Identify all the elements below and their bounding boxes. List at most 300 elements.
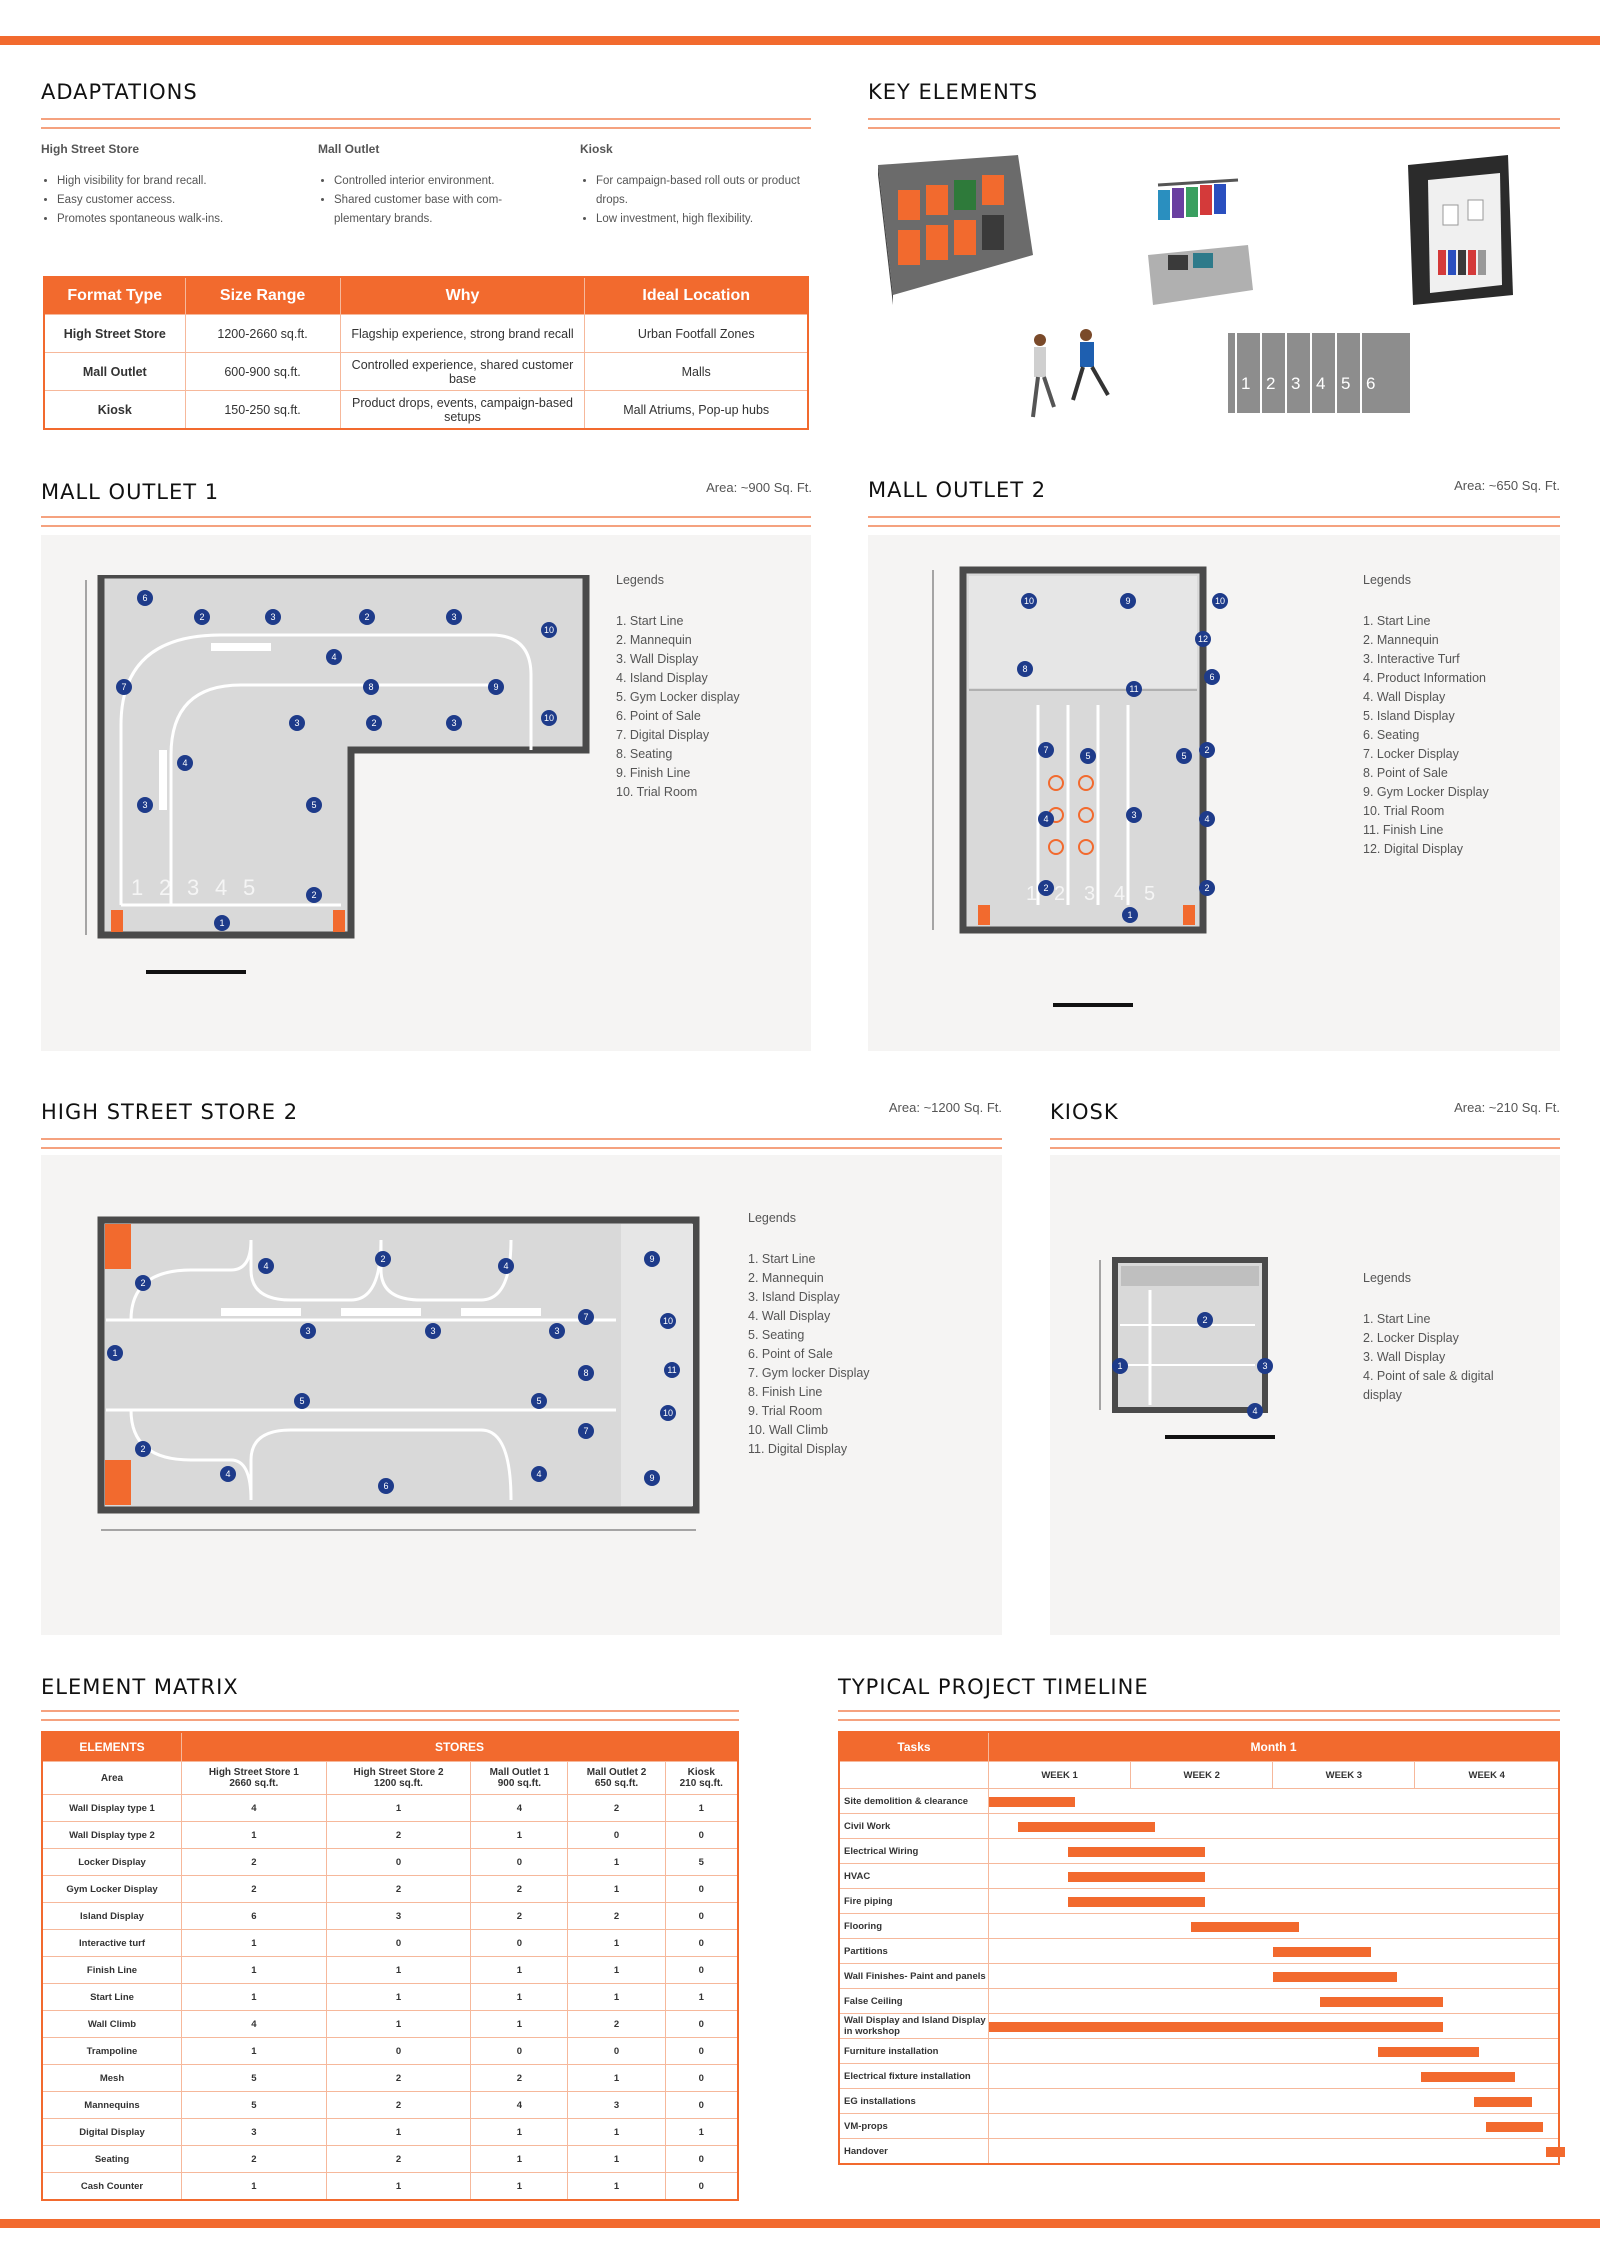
high-street-2-floorplan	[61, 1210, 741, 1540]
timeline-task-name: Wall Finishes- Paint and panels	[839, 1964, 989, 1989]
mall-outlet-2-floorplan	[928, 565, 1228, 1025]
svg-text:5: 5	[243, 875, 256, 900]
bottom-accent-bar	[0, 2219, 1600, 2228]
timeline-task-row	[839, 1914, 1559, 1939]
timeline-task-row	[839, 1989, 1559, 2014]
plan-marker: 4	[1038, 811, 1054, 827]
plan-marker: 5	[531, 1393, 547, 1409]
element-matrix-table	[41, 1731, 739, 2201]
timeline-task-row	[839, 2064, 1559, 2089]
format-table-cell: Kiosk	[44, 391, 185, 430]
timeline-bar	[1486, 2122, 1544, 2132]
matrix-row	[42, 2146, 738, 2173]
legend-item: 9. Gym Locker Display	[1363, 785, 1489, 799]
matrix-count: 2	[471, 1876, 568, 1903]
matrix-count: 1	[568, 2119, 665, 2146]
key-elements-rule	[868, 118, 1560, 129]
mall-outlet-1-panel	[41, 535, 811, 1051]
adaptation-item: • Easy customer access.	[57, 191, 281, 210]
legend-item: 10. Trial Room	[616, 785, 698, 799]
legend-item: 3. Interactive Turf	[1363, 652, 1460, 666]
matrix-count: 1	[665, 1984, 738, 2011]
matrix-count: 1	[568, 2065, 665, 2092]
timeline-task-row	[839, 1864, 1559, 1889]
legend-item: 1. Start Line	[616, 614, 684, 628]
matrix-element-name: Trampoline	[42, 2038, 182, 2065]
plan-marker: 1	[1122, 907, 1138, 923]
plan-marker: 2	[359, 609, 375, 625]
plan-marker: 2	[1199, 742, 1215, 758]
matrix-count: 1	[182, 1984, 327, 2011]
timeline-task-name: HVAC	[839, 1864, 989, 1889]
svg-text:1: 1	[131, 875, 144, 900]
plan-marker: 4	[531, 1466, 547, 1482]
matrix-count: 0	[665, 2173, 738, 2201]
timeline-week-header: WEEK 1	[989, 1762, 1131, 1789]
top-accent-bar	[0, 36, 1600, 45]
matrix-area-label: Area	[42, 1762, 182, 1795]
legend-item: 4. Wall Display	[1363, 690, 1446, 704]
matrix-row	[42, 1795, 738, 1822]
timeline-task-name: Electrical fixture installation	[839, 2064, 989, 2089]
plan-marker: 1	[1112, 1358, 1128, 1374]
high-street-2-rule	[41, 1138, 1002, 1149]
timeline-task-row	[839, 1964, 1559, 1989]
track-lane-number: 5	[1341, 374, 1351, 393]
legend-item: 6. Point of Sale	[616, 709, 701, 723]
timeline-task-row	[839, 1889, 1559, 1914]
kiosk-booth-illustration	[1408, 155, 1513, 305]
adaptation-heading: Kiosk	[580, 142, 613, 156]
plan-marker: 3	[265, 609, 281, 625]
plan-marker: 9	[488, 679, 504, 695]
legend-item: 8. Point of Sale	[1363, 766, 1448, 780]
timeline-gantt-cell	[989, 1914, 1560, 1939]
plan-marker: 7	[1038, 742, 1054, 758]
matrix-row	[42, 2092, 738, 2119]
plan-marker: 10	[660, 1313, 676, 1329]
matrix-row	[42, 1957, 738, 1984]
timeline-gantt-cell	[989, 2139, 1560, 2165]
matrix-count: 0	[471, 2038, 568, 2065]
matrix-count: 1	[665, 2119, 738, 2146]
matrix-count: 2	[182, 1849, 327, 1876]
legend-item: 9. Finish Line	[616, 766, 691, 780]
legend-item: 1. Start Line	[748, 1252, 816, 1266]
format-table-cell: Malls	[585, 353, 808, 391]
mall-outlet-1-rule	[41, 516, 811, 527]
timeline-week-header: WEEK 2	[1131, 1762, 1273, 1789]
kiosk-area: Area: ~210 Sq. Ft.	[1454, 1100, 1560, 1115]
adaptation-column	[318, 142, 558, 229]
format-table-header: Ideal Location	[585, 277, 808, 315]
format-table-row	[44, 391, 808, 430]
matrix-count: 1	[471, 2119, 568, 2146]
track-lane-number: 4	[1316, 374, 1326, 393]
adaptation-item: • Controlled interior environment.	[334, 172, 558, 191]
matrix-count: 0	[326, 2038, 471, 2065]
timeline-bar	[989, 2022, 1443, 2032]
legend-item: 4. Island Display	[616, 671, 708, 685]
legend-item: 2. Mannequin	[1363, 633, 1439, 647]
legend-item: 2. Mannequin	[748, 1271, 824, 1285]
matrix-store-header-line: 210 sq.ft.	[679, 1778, 723, 1789]
matrix-row	[42, 2173, 738, 2201]
matrix-row	[42, 2038, 738, 2065]
timeline-gantt-cell	[989, 1964, 1560, 1989]
plan-marker: 6	[137, 590, 153, 606]
svg-text:4: 4	[215, 875, 228, 900]
svg-text:3: 3	[1084, 883, 1096, 905]
matrix-element-name: Wall Display type 2	[42, 1822, 182, 1849]
matrix-count: 1	[182, 2173, 327, 2201]
adaptation-list	[41, 172, 281, 229]
legend-item: 10. Trial Room	[1363, 804, 1445, 818]
matrix-count: 1	[568, 1849, 665, 1876]
timeline-gantt-cell	[989, 1889, 1560, 1914]
legend-item: 2. Mannequin	[616, 633, 692, 647]
matrix-element-name: Mesh	[42, 2065, 182, 2092]
plan-marker: 4	[258, 1258, 274, 1274]
adaptation-item: • For campaign-based roll outs or product drops.	[596, 172, 820, 210]
timeline-gantt-cell	[989, 2064, 1560, 2089]
matrix-store-header	[568, 1762, 665, 1795]
matrix-count: 2	[326, 2065, 471, 2092]
format-table-cell: 600-900 sq.ft.	[185, 353, 340, 391]
plan-marker: 9	[1120, 593, 1136, 609]
timeline-week-header: WEEK 4	[1415, 1762, 1559, 1789]
timeline-bar	[1378, 2047, 1479, 2057]
matrix-row	[42, 2065, 738, 2092]
plan-marker: 3	[289, 715, 305, 731]
timeline-bar	[1273, 1947, 1371, 1957]
matrix-element-name: Interactive turf	[42, 1930, 182, 1957]
timeline-gantt-cell	[989, 1789, 1560, 1814]
plan-marker: 2	[1197, 1312, 1213, 1328]
format-table-cell: 1200-2660 sq.ft.	[185, 315, 340, 353]
legend-item: 5. Seating	[748, 1328, 805, 1342]
legend-item: 1. Start Line	[1363, 614, 1431, 628]
legend-item: 3. Wall Display	[616, 652, 699, 666]
matrix-count: 1	[471, 1957, 568, 1984]
svg-text:2: 2	[159, 875, 172, 900]
mall-outlet-2-panel	[868, 535, 1560, 1051]
high-street-2-area: Area: ~1200 Sq. Ft.	[888, 1100, 1002, 1115]
format-table-header: Why	[340, 277, 585, 315]
timeline-task-name: Partitions	[839, 1939, 989, 1964]
matrix-count: 2	[182, 2146, 327, 2173]
plan-marker: 3	[300, 1323, 316, 1339]
matrix-count: 0	[665, 2065, 738, 2092]
matrix-count: 2	[471, 1903, 568, 1930]
matrix-element-name: Wall Climb	[42, 2011, 182, 2038]
matrix-count: 0	[471, 1930, 568, 1957]
legend-item: 3. Wall Display	[1363, 1350, 1446, 1364]
format-table-row	[44, 353, 808, 391]
timeline-task-name: Site demolition & clearance	[839, 1789, 989, 1814]
legend-item: 7. Digital Display	[616, 728, 710, 742]
timeline-task-row	[839, 1839, 1559, 1864]
matrix-element-name: Digital Display	[42, 2119, 182, 2146]
matrix-count: 0	[568, 2038, 665, 2065]
matrix-element-name: Mannequins	[42, 2092, 182, 2119]
timeline-rule	[838, 1710, 1560, 1721]
matrix-count: 0	[665, 1876, 738, 1903]
high-street-2-legend	[748, 1209, 870, 1459]
timeline-task-name: VM-props	[839, 2114, 989, 2139]
matrix-count: 2	[568, 1795, 665, 1822]
matrix-count: 0	[665, 1957, 738, 1984]
matrix-count: 0	[665, 2011, 738, 2038]
plan-marker: 3	[1257, 1358, 1273, 1374]
mall-outlet-2-area: Area: ~650 Sq. Ft.	[1454, 478, 1560, 493]
matrix-count: 1	[326, 2173, 471, 2201]
plan-marker: 3	[137, 797, 153, 813]
plan-marker: 6	[378, 1478, 394, 1494]
plan-marker: 7	[578, 1423, 594, 1439]
adaptation-item: • Promotes spontaneous walk-ins.	[57, 210, 281, 229]
matrix-count: 0	[568, 1822, 665, 1849]
matrix-row	[42, 1876, 738, 1903]
adaptation-column	[580, 142, 820, 229]
track-lane-number: 2	[1266, 374, 1276, 393]
timeline-task-name: Civil Work	[839, 1814, 989, 1839]
plan-marker: 7	[578, 1309, 594, 1325]
plan-marker: 10	[541, 710, 557, 726]
timeline-task-row	[839, 2139, 1559, 2165]
plan-marker: 4	[1247, 1403, 1263, 1419]
matrix-count: 1	[665, 1795, 738, 1822]
legend-item: 4. Point of sale & digital display	[1363, 1369, 1494, 1402]
legend-item: 4. Product Information	[1363, 671, 1486, 685]
timeline-gantt-cell	[989, 1939, 1560, 1964]
matrix-count: 0	[665, 1903, 738, 1930]
mall-outlet-1-floorplan	[71, 575, 631, 995]
timeline-table	[838, 1731, 1560, 2165]
adaptation-heading: Mall Outlet	[318, 142, 380, 156]
format-table-row	[44, 315, 808, 353]
matrix-store-header-line: High Street Store 2	[353, 1767, 444, 1778]
matrix-count: 1	[326, 2011, 471, 2038]
timeline-gantt-cell	[989, 2014, 1560, 2039]
matrix-count: 0	[665, 1822, 738, 1849]
matrix-store-header-line: 1200 sq.ft.	[374, 1778, 423, 1789]
plan-marker: 3	[446, 715, 462, 731]
plan-marker: 3	[425, 1323, 441, 1339]
legend-item: 8. Seating	[616, 747, 673, 761]
matrix-count: 1	[471, 2011, 568, 2038]
svg-text:5: 5	[1144, 883, 1156, 905]
timeline-gantt-cell	[989, 1814, 1560, 1839]
timeline-task-name: Electrical Wiring	[839, 1839, 989, 1864]
legend-item: 3. Island Display	[748, 1290, 840, 1304]
matrix-count: 2	[182, 1876, 327, 1903]
timeline-week-header: WEEK 3	[1273, 1762, 1415, 1789]
matrix-count: 1	[568, 1930, 665, 1957]
legend-item: 7. Locker Display	[1363, 747, 1459, 761]
timeline-blank-cell	[839, 1762, 989, 1789]
plan-marker: 2	[135, 1275, 151, 1291]
matrix-count: 1	[326, 1957, 471, 1984]
timeline-task-name: False Ceiling	[839, 1989, 989, 2014]
format-table-cell: Controlled experience, shared customer base	[340, 353, 585, 391]
matrix-element-name: Wall Display type 1	[42, 1795, 182, 1822]
matrix-row	[42, 1984, 738, 2011]
plan-marker: 2	[306, 887, 322, 903]
legend-title: Legends	[1363, 573, 1411, 587]
timeline-task-name: Wall Display and Island Display in workshop	[839, 2014, 989, 2039]
matrix-row	[42, 2119, 738, 2146]
matrix-count: 0	[326, 1930, 471, 1957]
timeline-bar	[1474, 2097, 1532, 2107]
timeline-task-row	[839, 1939, 1559, 1964]
matrix-count: 4	[471, 2092, 568, 2119]
matrix-count: 3	[182, 2119, 327, 2146]
timeline-task-name: Furniture installation	[839, 2039, 989, 2064]
mall-outlet-1-title: MALL OUTLET 1	[41, 480, 220, 504]
matrix-row	[42, 1822, 738, 1849]
format-table-cell: Urban Footfall Zones	[585, 315, 808, 353]
timeline-task-name: Flooring	[839, 1914, 989, 1939]
matrix-count: 2	[326, 1822, 471, 1849]
matrix-count: 3	[568, 2092, 665, 2119]
plan-marker: 2	[1038, 880, 1054, 896]
plan-marker: 11	[1126, 681, 1142, 697]
high-street-2-title: HIGH STREET STORE 2	[41, 1100, 299, 1124]
plan-marker: 2	[194, 609, 210, 625]
matrix-count: 2	[326, 1876, 471, 1903]
matrix-element-name: Finish Line	[42, 1957, 182, 1984]
plan-marker: 4	[1199, 811, 1215, 827]
matrix-count: 1	[182, 1957, 327, 1984]
mall-outlet-2-legend	[1363, 571, 1489, 859]
format-table-cell: 150-250 sq.ft.	[185, 391, 340, 430]
matrix-count: 1	[182, 1822, 327, 1849]
matrix-count: 4	[182, 2011, 327, 2038]
timeline-gantt-cell	[989, 2039, 1560, 2064]
track-lane-number: 3	[1291, 374, 1301, 393]
matrix-store-header-line: 2660 sq.ft.	[229, 1778, 279, 1789]
locker-wall-illustration	[878, 155, 1033, 305]
track-lane-number: 6	[1366, 374, 1376, 393]
matrix-store-header	[182, 1762, 327, 1795]
matrix-count: 1	[568, 2146, 665, 2173]
matrix-element-name: Island Display	[42, 1903, 182, 1930]
running-track-illustration	[1228, 333, 1410, 413]
matrix-store-header-line: 900 sq.ft.	[497, 1778, 542, 1789]
timeline-task-row	[839, 2014, 1559, 2039]
plan-marker: 4	[177, 755, 193, 771]
legend-item: 6. Point of Sale	[748, 1347, 833, 1361]
legend-item: 2. Locker Display	[1363, 1331, 1459, 1345]
timeline-week-row	[839, 1762, 1559, 1789]
timeline-bar	[1273, 1972, 1397, 1982]
legend-item: 11. Digital Display	[748, 1442, 848, 1456]
plan-marker: 5	[1176, 748, 1192, 764]
plan-marker: 3	[446, 609, 462, 625]
plan-marker: 1	[107, 1345, 123, 1361]
adaptation-item: • Low investment, high flexibility.	[596, 210, 820, 229]
adaptation-item: • High visibility for brand recall.	[57, 172, 281, 191]
matrix-count: 2	[568, 2011, 665, 2038]
matrix-count: 5	[665, 1849, 738, 1876]
element-matrix-title: ELEMENT MATRIX	[41, 1675, 239, 1699]
matrix-count: 0	[665, 2092, 738, 2119]
timeline-task-row	[839, 2114, 1559, 2139]
timeline-bar	[1068, 1897, 1205, 1907]
timeline-bar	[989, 1797, 1075, 1807]
kiosk-legend	[1363, 1269, 1513, 1405]
matrix-count: 4	[182, 1795, 327, 1822]
format-table-cell: High Street Store	[44, 315, 185, 353]
legend-item: 9. Trial Room	[748, 1404, 823, 1418]
legend-item: 4. Wall Display	[748, 1309, 831, 1323]
plan-marker: 9	[644, 1251, 660, 1267]
adaptations-rule	[41, 118, 811, 129]
plan-marker: 10	[1021, 593, 1037, 609]
matrix-count: 1	[471, 2146, 568, 2173]
matrix-store-header-line: Mall Outlet 2	[586, 1767, 647, 1778]
kiosk-rule	[1050, 1138, 1560, 1149]
matrix-count: 2	[326, 2146, 471, 2173]
matrix-count: 0	[665, 2146, 738, 2173]
matrix-count: 5	[182, 2092, 327, 2119]
legend-item: 8. Finish Line	[748, 1385, 823, 1399]
matrix-store-header	[665, 1762, 738, 1795]
plan-marker: 4	[498, 1258, 514, 1274]
plan-marker: 12	[1195, 631, 1211, 647]
matrix-row	[42, 2011, 738, 2038]
plan-marker: 2	[135, 1441, 151, 1457]
format-table-cell: Mall Atriums, Pop-up hubs	[585, 391, 808, 430]
timeline-bar	[1191, 1922, 1299, 1932]
matrix-store-header-line: Mall Outlet 1	[489, 1767, 550, 1778]
matrix-subheader-row	[42, 1762, 738, 1795]
plan-marker: 9	[644, 1470, 660, 1486]
matrix-header-stores: STORES	[182, 1732, 739, 1762]
kiosk-floorplan	[1090, 1255, 1290, 1455]
matrix-element-name: Start Line	[42, 1984, 182, 2011]
timeline-title: TYPICAL PROJECT TIMELINE	[838, 1675, 1149, 1699]
matrix-count: 2	[326, 2092, 471, 2119]
kiosk-title: KIOSK	[1050, 1100, 1119, 1124]
matrix-count: 1	[568, 2173, 665, 2201]
timeline-bar	[1546, 2147, 1565, 2157]
matrix-count: 1	[182, 2038, 327, 2065]
matrix-row	[42, 1903, 738, 1930]
timeline-header-tasks: Tasks	[839, 1732, 989, 1762]
element-matrix-rule	[41, 1710, 739, 1721]
adaptation-heading: High Street Store	[41, 142, 140, 156]
kiosk-panel	[1050, 1155, 1560, 1635]
matrix-element-name: Gym Locker Display	[42, 1876, 182, 1903]
plan-marker: 3	[549, 1323, 565, 1339]
matrix-count: 1	[182, 1930, 327, 1957]
timeline-bar	[1068, 1847, 1205, 1857]
plan-marker: 11	[664, 1362, 680, 1378]
legend-title: Legends	[616, 573, 664, 587]
matrix-row	[42, 1849, 738, 1876]
timeline-task-row	[839, 2039, 1559, 2064]
mall-outlet-1-area: Area: ~900 Sq. Ft.	[706, 480, 812, 495]
key-elements-illustrations	[868, 145, 1568, 435]
plan-marker: 2	[366, 715, 382, 731]
format-table-cell: Product drops, events, campaign-based setups	[340, 391, 585, 430]
mall-outlet-2-title: MALL OUTLET 2	[868, 478, 1047, 502]
legend-item: 5. Gym Locker display	[616, 690, 740, 704]
svg-text:3: 3	[187, 875, 200, 900]
matrix-store-header-line: High Street Store 1	[208, 1767, 299, 1778]
